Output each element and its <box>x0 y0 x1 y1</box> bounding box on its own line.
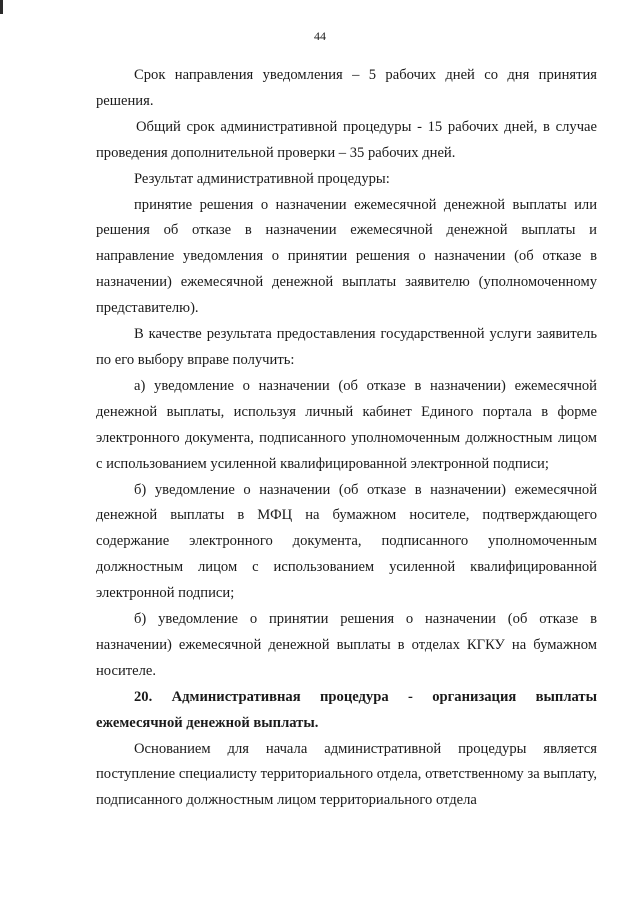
paragraph-section-body: Основанием для начала административной процедуры является поступление специалисту территориального отдела, ответственному за выплату, подписанного должностным лицом территориального отдела <box>96 740 597 809</box>
paragraph-result-intro: Результат административной процедуры: <box>134 170 390 187</box>
list-item-option-b-mfc: б) уведомление о назначении (об отказе в назначении) ежемесячной денежной выплаты в МФЦ на бумажном носителе, подтверждающего содержание электронного документа, подписанного уполномоченным должностным лицом с использованием усиленной квалифицированной электронной подписи; <box>96 481 597 602</box>
paragraph-total-duration: Общий срок административной процедуры - 15 рабочих дней, в случае проведения дополнительной проверки – 35 рабочих дней. <box>96 118 597 161</box>
scan-edge-mark <box>0 0 3 14</box>
page-number: 44 <box>314 29 326 43</box>
page-content <box>96 63 597 814</box>
section-heading: 20. Административная процедура - организация выплаты ежемесячной денежной выплаты. <box>96 688 597 731</box>
paragraph-result-description: принятие решения о назначении ежемесячной денежной выплаты или решения об отказе в назначении ежемесячной денежной выплаты и направление уведомления о принятии решения о назначении (об отказе в назначении) ежемесячной денежной выплаты заявителю (уполномоченному представителю). <box>96 196 597 317</box>
list-item-option-a: а) уведомление о назначении (об отказе в назначении) ежемесячной денежной выплаты, используя личный кабинет Единого портала в форме электронного документа, подписанного уполномоченным должностным лицом с использованием усиленной квалифицированной электронной подписи; <box>96 377 597 472</box>
paragraph-result-options-intro: В качестве результата предоставления государственной услуги заявитель по его выбору вправе получить: <box>96 326 597 368</box>
list-item-option-b-kgku: б) уведомление о принятии решения о назначении (об отказе в назначении) ежемесячной денежной выплаты в отделах КГКУ на бумажном носителе. <box>96 611 597 679</box>
paragraph-notification-deadline: Срок направления уведомления – 5 рабочих дней со дня принятия решения. <box>96 67 597 109</box>
